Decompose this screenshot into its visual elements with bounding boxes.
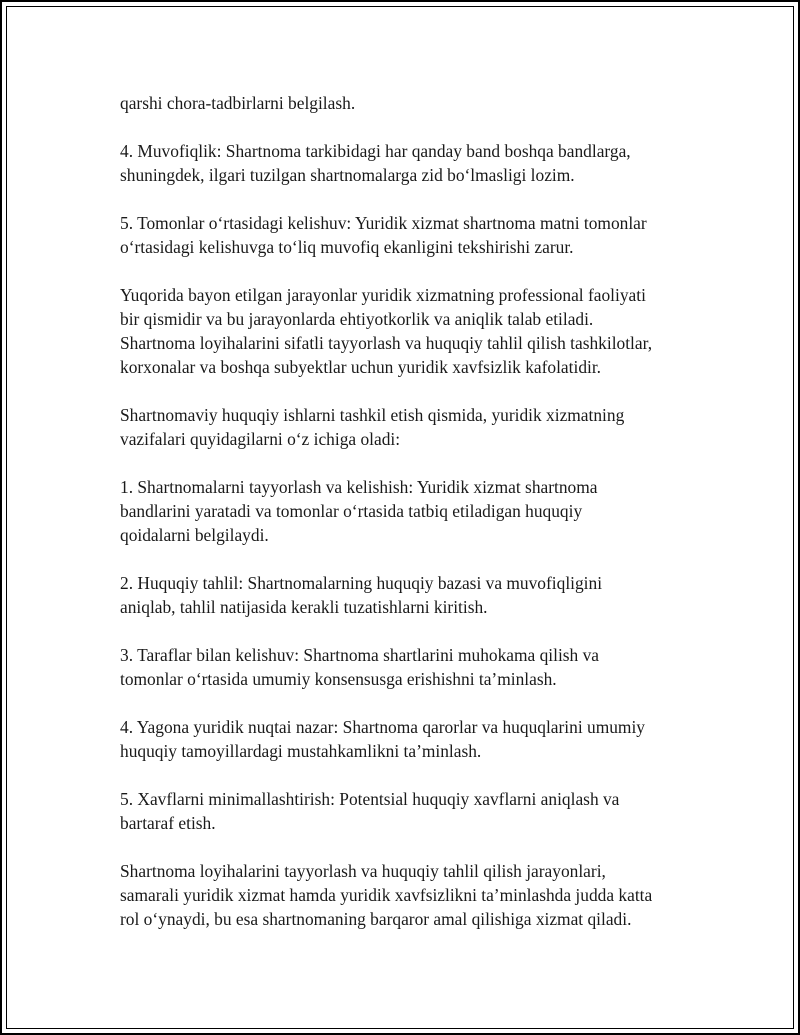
paragraph-10: 5. Xavflarni minimallashtirish: Potentsial huquqiy xavflarni aniqlash va bartaraf etish. xyxy=(120,789,620,833)
paragraph-11: Shartnoma loyihalarini tayyorlash va huquqiy tahlil qilish jarayonlari, samarali yuridik xizmat hamda yuridik xavfsizlikni ta’minlashda judda katta rol oʻynaydi, bu esa shartnomaning barqaror amal qilishiga xizmat qiladi. xyxy=(120,861,653,929)
paragraph-3: 5. Tomonlar oʻrtasidagi kelishuv: Yuridik xizmat shartnoma matni tomonlar oʻrtasidagi kelishuvga toʻliq muvofiq ekanligini tekshirishi zarur. xyxy=(120,213,647,257)
paragraph-8: 3. Taraflar bilan kelishuv: Shartnoma shartlarini muhokama qilish va tomonlar oʻrtasida umumiy konsensusga erishishni ta’minlash. xyxy=(120,645,600,689)
paragraph-2: 4. Muvofiqlik: Shartnoma tarkibidagi har qanday band boshqa bandlarga, shuningdek, ilgari tuzilgan shartnomalarga zid boʻlmasligi lozim. xyxy=(120,141,631,185)
document-body xyxy=(120,91,700,955)
paragraph-1: qarshi chora-tadbirlarni belgilash. xyxy=(120,93,356,113)
paragraph-7: 2. Huquqiy tahlil: Shartnomalarning huquqiy bazasi va muvofiqligini aniqlab, tahlil natijasida kerakli tuzatishlarni kiritish. xyxy=(120,573,603,617)
paragraph-4: Yuqorida bayon etilgan jarayonlar yuridik xizmatning professional faoliyati bir qismidir va bu jarayonlarda ehtiyotkorlik va aniqlik talab etiladi. Shartnoma loyihalarini sifatli tayyorlash va huquqiy tahlil qilish tashkilotlar, korxonalar va boshqa subyektlar uchun yuridik xavfsizlik kafolatidir. xyxy=(120,285,653,377)
paragraph-9: 4. Yagona yuridik nuqtai nazar: Shartnoma qarorlar va huquqlarini umumiy huquqiy tamoyillardagi mustahkamlikni ta’minlash. xyxy=(120,717,645,761)
paragraph-6: 1. Shartnomalarni tayyorlash va kelishish: Yuridik xizmat shartnoma bandlarini yaratadi va tomonlar oʻrtasida tatbiq etiladigan huquqiy qoidalarni belgilaydi. xyxy=(120,477,598,545)
paragraph-5: Shartnomaviy huquqiy ishlarni tashkil etish qismida, yuridik xizmatning vazifalari quyidagilarni oʻz ichiga oladi: xyxy=(120,405,625,449)
